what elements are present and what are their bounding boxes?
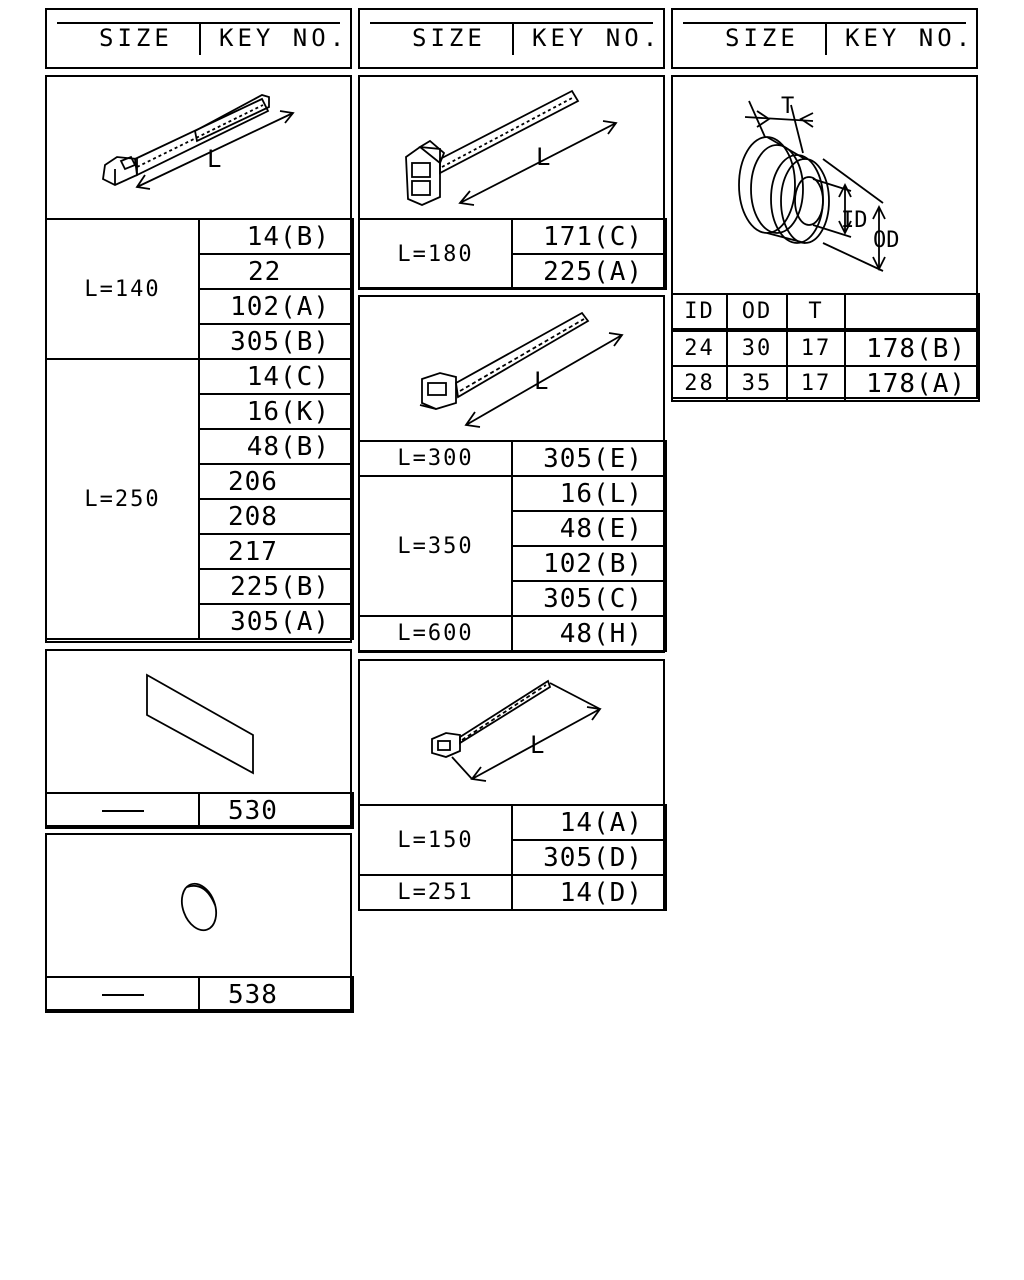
mount-tie-table: [358, 218, 667, 290]
id-cell: 24: [672, 330, 727, 366]
header-col-3: [671, 8, 978, 69]
key-no-cell[interactable]: 171(C): [512, 219, 666, 254]
key-no-cell[interactable]: 16(K): [199, 394, 353, 429]
size-cell: L=350: [359, 476, 512, 616]
plug-drawing: [47, 835, 350, 976]
dim-label-od: OD: [873, 228, 900, 253]
column-header-key: [845, 294, 979, 330]
table-row: [46, 219, 353, 254]
column-header-od: OD: [727, 294, 787, 330]
t-cell: 17: [787, 366, 845, 401]
size-header: SIZE: [412, 24, 486, 52]
id-cell: 28: [672, 366, 727, 401]
table-row: [672, 366, 979, 401]
key-no-cell[interactable]: 208: [199, 499, 353, 534]
plug-table: [45, 976, 354, 1013]
key-no-cell[interactable]: 102(B): [512, 546, 666, 581]
key-no-cell[interactable]: 305(A): [199, 604, 353, 639]
od-cell: 35: [727, 366, 787, 401]
dim-label-l: L: [530, 731, 545, 759]
dim-label-id: ID: [841, 208, 868, 233]
key-no-cell[interactable]: 538: [199, 977, 353, 1012]
cable-tie-panel: [45, 75, 352, 643]
column-header-id: ID: [672, 294, 727, 330]
key-no-cell[interactable]: 206: [199, 464, 353, 499]
size-cell: L=251: [359, 875, 512, 910]
grommet-panel: [671, 75, 978, 399]
key-no-header: KEY NO.: [532, 24, 662, 52]
long-tie-table: [358, 440, 667, 652]
key-no-cell[interactable]: 48(H): [512, 616, 666, 651]
key-no-cell[interactable]: 14(D): [512, 875, 666, 910]
grommet-table: [671, 293, 980, 402]
small-tie-panel: [358, 659, 665, 911]
size-cell: L=600: [359, 616, 512, 651]
dim-label-l: L: [207, 145, 222, 173]
dim-label-l: L: [536, 143, 551, 171]
table-row: [46, 977, 353, 1012]
key-no-cell[interactable]: 305(B): [199, 324, 353, 359]
table-row: [46, 793, 353, 828]
key-no-cell[interactable]: 178(B): [845, 330, 979, 366]
key-no-cell[interactable]: 14(A): [512, 805, 666, 840]
size-cell: L=250: [46, 359, 199, 639]
key-no-cell[interactable]: 305(D): [512, 840, 666, 875]
od-cell: 30: [727, 330, 787, 366]
plug-panel: [45, 833, 352, 1011]
table-row: [359, 805, 666, 840]
key-no-cell[interactable]: 14(B): [199, 219, 353, 254]
long-tie-drawing: [360, 297, 663, 440]
small-tie-drawing: [360, 661, 663, 804]
size-header: SIZE: [725, 24, 799, 52]
cable-tie-drawing: [47, 77, 350, 218]
key-no-cell[interactable]: 225(B): [199, 569, 353, 604]
key-no-header: KEY NO.: [219, 24, 349, 52]
key-no-cell[interactable]: 217: [199, 534, 353, 569]
table-row: [46, 359, 353, 394]
key-no-cell[interactable]: 305(C): [512, 581, 666, 616]
table-row: [359, 476, 666, 511]
table-header-row: [672, 294, 979, 330]
mount-tie-panel: [358, 75, 665, 289]
key-no-cell[interactable]: 48(B): [199, 429, 353, 464]
key-no-header: KEY NO.: [845, 24, 975, 52]
size-cell: L=300: [359, 441, 512, 476]
table-row: [359, 875, 666, 910]
key-no-cell[interactable]: 16(L): [512, 476, 666, 511]
table-row: [359, 441, 666, 476]
pad-panel: [45, 649, 352, 827]
header-col-1: [45, 8, 352, 69]
size-cell: L=150: [359, 805, 512, 875]
key-no-cell[interactable]: 14(C): [199, 359, 353, 394]
dim-label-t: T: [781, 94, 795, 119]
key-no-cell[interactable]: 102(A): [199, 289, 353, 324]
header-col-2: [358, 8, 665, 69]
long-tie-panel: [358, 295, 665, 653]
pad-drawing: [47, 651, 350, 792]
key-no-cell[interactable]: 22: [199, 254, 353, 289]
small-tie-table: [358, 804, 667, 911]
table-row: [672, 330, 979, 366]
size-header: SIZE: [99, 24, 173, 52]
key-no-cell[interactable]: 225(A): [512, 254, 666, 289]
grommet-drawing: [673, 77, 976, 293]
table-row: [359, 219, 666, 254]
pad-table: [45, 792, 354, 829]
key-no-cell[interactable]: 48(E): [512, 511, 666, 546]
table-row: [359, 616, 666, 651]
dim-label-l: L: [534, 367, 549, 395]
t-cell: 17: [787, 330, 845, 366]
key-no-cell[interactable]: 178(A): [845, 366, 979, 401]
size-dash: [102, 994, 144, 996]
size-dash: [102, 810, 144, 812]
size-cell: L=180: [359, 219, 512, 289]
mount-tie-drawing: [360, 77, 663, 218]
size-cell: [46, 977, 199, 1012]
size-cell: L=140: [46, 219, 199, 359]
size-cell: [46, 793, 199, 828]
column-header-t: T: [787, 294, 845, 330]
key-no-cell[interactable]: 305(E): [512, 441, 666, 476]
cable-tie-table: [45, 218, 354, 640]
key-no-cell[interactable]: 530: [199, 793, 353, 828]
